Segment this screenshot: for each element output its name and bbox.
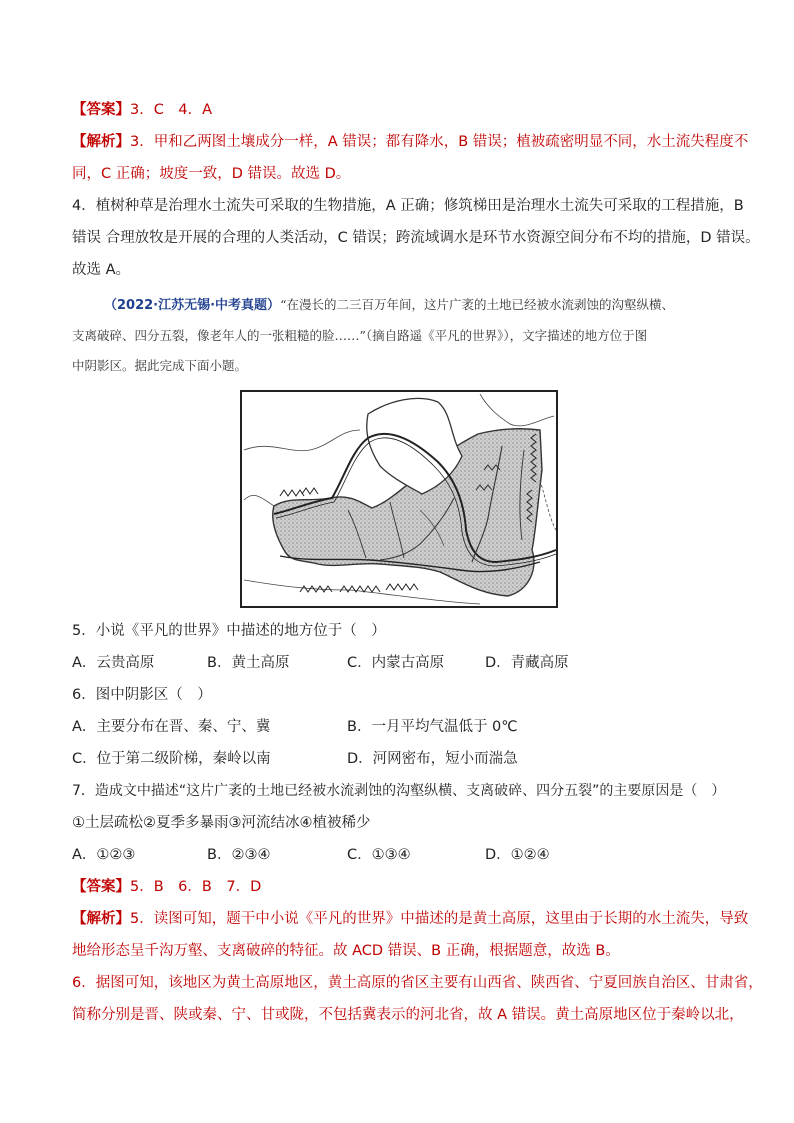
answer-line-1 [72, 100, 212, 120]
answer-tag: 【答案】 [72, 879, 130, 895]
analysis-line: 故选 A。 [72, 262, 131, 278]
analysis-text: 5．读图可知，题干中小说《平凡的世界》中描述的是黄土高原，这里由于长期的水土流失，导致 [130, 911, 749, 927]
analysis-line: 6．据图可知，该地区为黄土高原地区，黄土高原的省区主要有山西省、陕西省、宁夏回族自治区、甘肃省， [72, 975, 763, 991]
analysis-line: 地给形态呈千沟万壑、支离破碎的特征。故 ACD 错误、B 正确，根据题意，故选 B。 [72, 943, 620, 959]
answer-text: 3．C 4．A [130, 102, 212, 118]
question-7-items: ①土层疏松②夏季多暴雨③河流结冰④植被稀少 [72, 815, 371, 831]
analysis-line: 4．植树种草是治理水土流失可采取的生物措施，A 正确；修筑梯田是治理水土流失可采取的工程措施，B [72, 198, 744, 214]
q5-option-c[interactable]: C．内蒙古高原 [347, 655, 445, 671]
q6-option-b[interactable]: B．一月平均气温低于 0℃ [347, 719, 518, 735]
q7-option-d[interactable]: D．①②④ [485, 847, 550, 863]
analysis-tag: 【解析】 [72, 911, 130, 927]
passage-line: 支离破碎、四分五裂，像老年人的一张粗糙的脸……”（摘自路遥《平凡的世界》），文字描述的地方位于图 [72, 328, 648, 343]
q5-option-b[interactable]: B．黄土高原 [207, 655, 290, 671]
question-7-stem: 7．造成文中描述“这片广袤的土地已经被水流剥蚀的沟壑纵横、支离破碎、四分五裂”的主要原因是（ ） [72, 783, 726, 799]
q7-option-a[interactable]: A．①②③ [72, 847, 136, 863]
passage-text: “在漫长的二三百万年间，这片广袤的土地已经被水流剥蚀的沟壑纵横、 [280, 297, 674, 312]
q6-option-c[interactable]: C．位于第二级阶梯，秦岭以南 [72, 751, 271, 767]
passage-line [104, 295, 674, 316]
analysis-text: 3．甲和乙两图土壤成分一样，A 错误；都有降水，B 错误；植被疏密明显不同，水土流失程度不 [130, 134, 749, 150]
passage-line: 中阴影区。据此完成下面小题。 [72, 358, 248, 373]
answer-text: 5．B 6．B 7．D [130, 879, 262, 895]
analysis-tag: 【解析】 [72, 134, 130, 150]
question-6-stem: 6．图中阴影区（ ） [72, 687, 212, 703]
answer-line-2 [72, 877, 261, 897]
answer-tag: 【答案】 [72, 102, 130, 118]
loess-plateau-map [240, 390, 558, 608]
q6-option-d[interactable]: D．河网密布，短小而湍急 [347, 751, 518, 767]
analysis-line: 简称分别是晋、陕或秦、宁、甘或陇，不包括冀表示的河北省，故 A 错误。黄土高原地区位于秦岭以北， [72, 1007, 744, 1023]
q6-option-a[interactable]: A．主要分布在晋、秦、宁、冀 [72, 719, 271, 735]
analysis-line [72, 909, 748, 929]
analysis-line [72, 132, 748, 152]
question-5-stem: 5．小说《平凡的世界》中描述的地方位于（ ） [72, 623, 386, 639]
source-label: （2022·江苏无锡·中考真题） [104, 298, 281, 313]
q7-option-b[interactable]: B．②③④ [207, 847, 271, 863]
q5-option-a[interactable]: A．云贵高原 [72, 655, 155, 671]
analysis-line: 错误 合理放牧是开展的合理的人类活动，C 错误；跨流域调水是环节水资源空间分布不均的措施，D 错误。 [72, 230, 760, 246]
analysis-line: 同，C 正确；坡度一致，D 错误。故选 D。 [72, 166, 351, 182]
q7-option-c[interactable]: C．①③④ [347, 847, 411, 863]
q5-option-d[interactable]: D．青藏高原 [485, 655, 569, 671]
